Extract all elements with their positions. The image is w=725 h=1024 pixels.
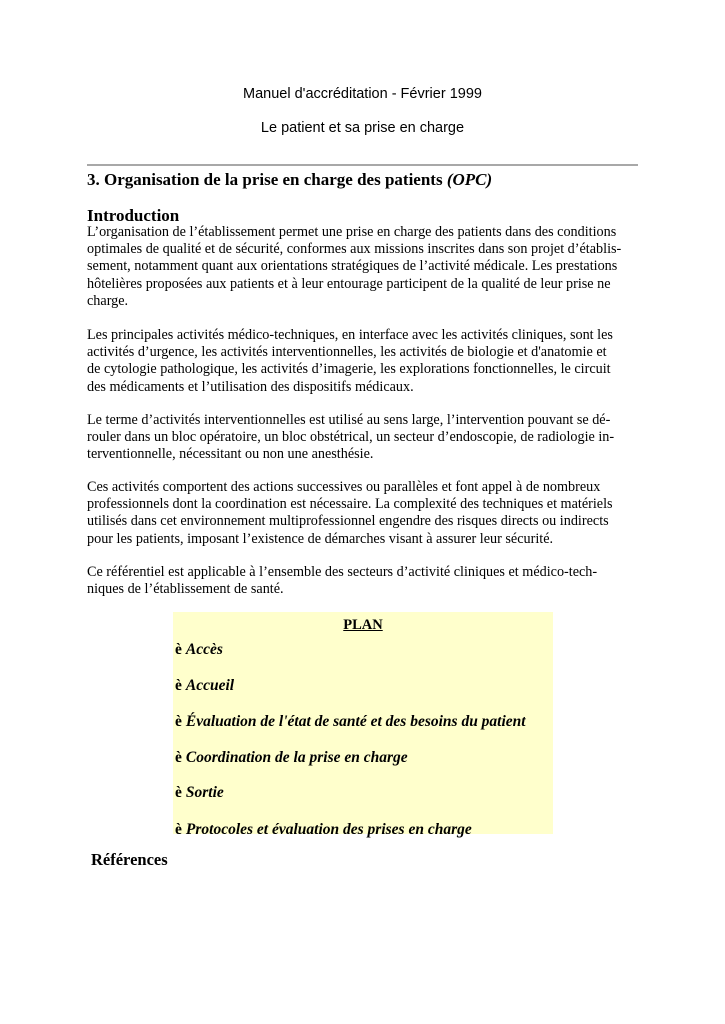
plan-box bbox=[173, 612, 553, 838]
arrow-icon: è bbox=[175, 821, 182, 838]
paragraph-line: niques de l’établissement de santé. bbox=[87, 581, 284, 598]
chapter-title: Le patient et sa prise en charge bbox=[260, 120, 465, 136]
paragraph-4 bbox=[87, 479, 642, 548]
arrow-icon: è bbox=[175, 749, 182, 766]
paragraph-line: charge. bbox=[87, 292, 129, 309]
paragraph-line: des médicaments et l’utilisation des dispositifs médicaux. bbox=[87, 378, 414, 395]
paragraph-line: sement, notamment quant aux orientations stratégiques de l’activité médicale. Les prestations bbox=[87, 258, 618, 275]
plan-item-label: Sortie bbox=[185, 784, 224, 801]
plan-item-accueil[interactable] bbox=[175, 677, 234, 695]
plan-item-acces[interactable] bbox=[175, 641, 223, 659]
arrow-icon: è bbox=[175, 677, 182, 694]
plan-item-label: Coordination de la prise en charge bbox=[185, 749, 408, 766]
plan-item-coordination[interactable] bbox=[175, 749, 408, 767]
paragraph-line: rouler dans un bloc opératoire, un bloc obstétrical, un secteur d’endoscopie, de radiologie in- bbox=[87, 429, 615, 446]
arrow-icon: è bbox=[175, 713, 182, 730]
paragraph-2 bbox=[87, 327, 642, 396]
paragraph-3 bbox=[87, 412, 642, 464]
plan-item-protocoles[interactable] bbox=[175, 821, 472, 839]
paragraph-line: Le terme d’activités interventionnelles est utilisé au sens large, l’intervention pouvant se dé- bbox=[87, 412, 611, 428]
paragraph-line: hôtelières proposées aux patients et à leur entourage participent de la qualité de leur prise ne bbox=[87, 275, 611, 292]
paragraph-1 bbox=[87, 224, 642, 310]
arrow-icon: è bbox=[175, 641, 182, 658]
horizontal-rule bbox=[87, 164, 638, 166]
paragraph-line: professionnels dont la coordination est nécessaire. La complexité des techniques et matériels bbox=[87, 496, 613, 513]
plan-item-label: Accès bbox=[185, 641, 223, 658]
paragraph-line: de cytologie pathologique, les activités d’imagerie, les explorations fonctionnelles, le circuit bbox=[87, 361, 611, 378]
arrow-icon: è bbox=[175, 784, 182, 801]
paragraph-line: pour les patients, imposant l’existence de démarches visant à assurer leur sécurité. bbox=[87, 530, 554, 547]
introduction-heading: Introduction bbox=[87, 206, 180, 225]
paragraph-line: activités d’urgence, les activités interventionnelles, les activités de biologie et d'anatomie et bbox=[87, 344, 607, 361]
plan-item-label: Accueil bbox=[185, 677, 235, 694]
section-title bbox=[87, 170, 492, 190]
plan-item-sortie[interactable] bbox=[175, 784, 224, 802]
manual-title: Manuel d'accréditation - Février 1999 bbox=[243, 86, 482, 102]
plan-item-label: Protocoles et évaluation des prises en charge bbox=[185, 821, 472, 838]
plan-item-label: Évaluation de l'état de santé et des besoins du patient bbox=[185, 713, 526, 730]
paragraph-line: optimales de qualité et de sécurité, conformes aux missions inscrites dans son projet d’établis- bbox=[87, 241, 622, 258]
section-code: (OPC) bbox=[446, 170, 493, 189]
plan-item-evaluation[interactable] bbox=[175, 713, 526, 731]
paragraph-line: L’organisation de l’établissement permet une prise en charge des patients dans des conditions bbox=[87, 224, 617, 240]
paragraph-line: terventionnelle, nécessitant ou non une anesthésie. bbox=[87, 446, 374, 463]
references-heading: Références bbox=[91, 850, 168, 869]
paragraph-line: Ces activités comportent des actions successives ou parallèles et font appel à de nombreux bbox=[87, 479, 601, 495]
section-title-text: 3. Organisation de la prise en charge des patients bbox=[87, 170, 443, 189]
paragraph-line: Les principales activités médico-techniques, en interface avec les activités cliniques, sont les bbox=[87, 327, 613, 343]
plan-title: PLAN bbox=[343, 617, 383, 633]
paragraph-line: Ce référentiel est applicable à l’ensemble des secteurs d’activité cliniques et médico-tech- bbox=[87, 564, 598, 580]
paragraph-5 bbox=[87, 564, 642, 598]
paragraph-line: utilisés dans cet environnement multiprofessionnel engendre des risques directs ou indirects bbox=[87, 513, 609, 530]
